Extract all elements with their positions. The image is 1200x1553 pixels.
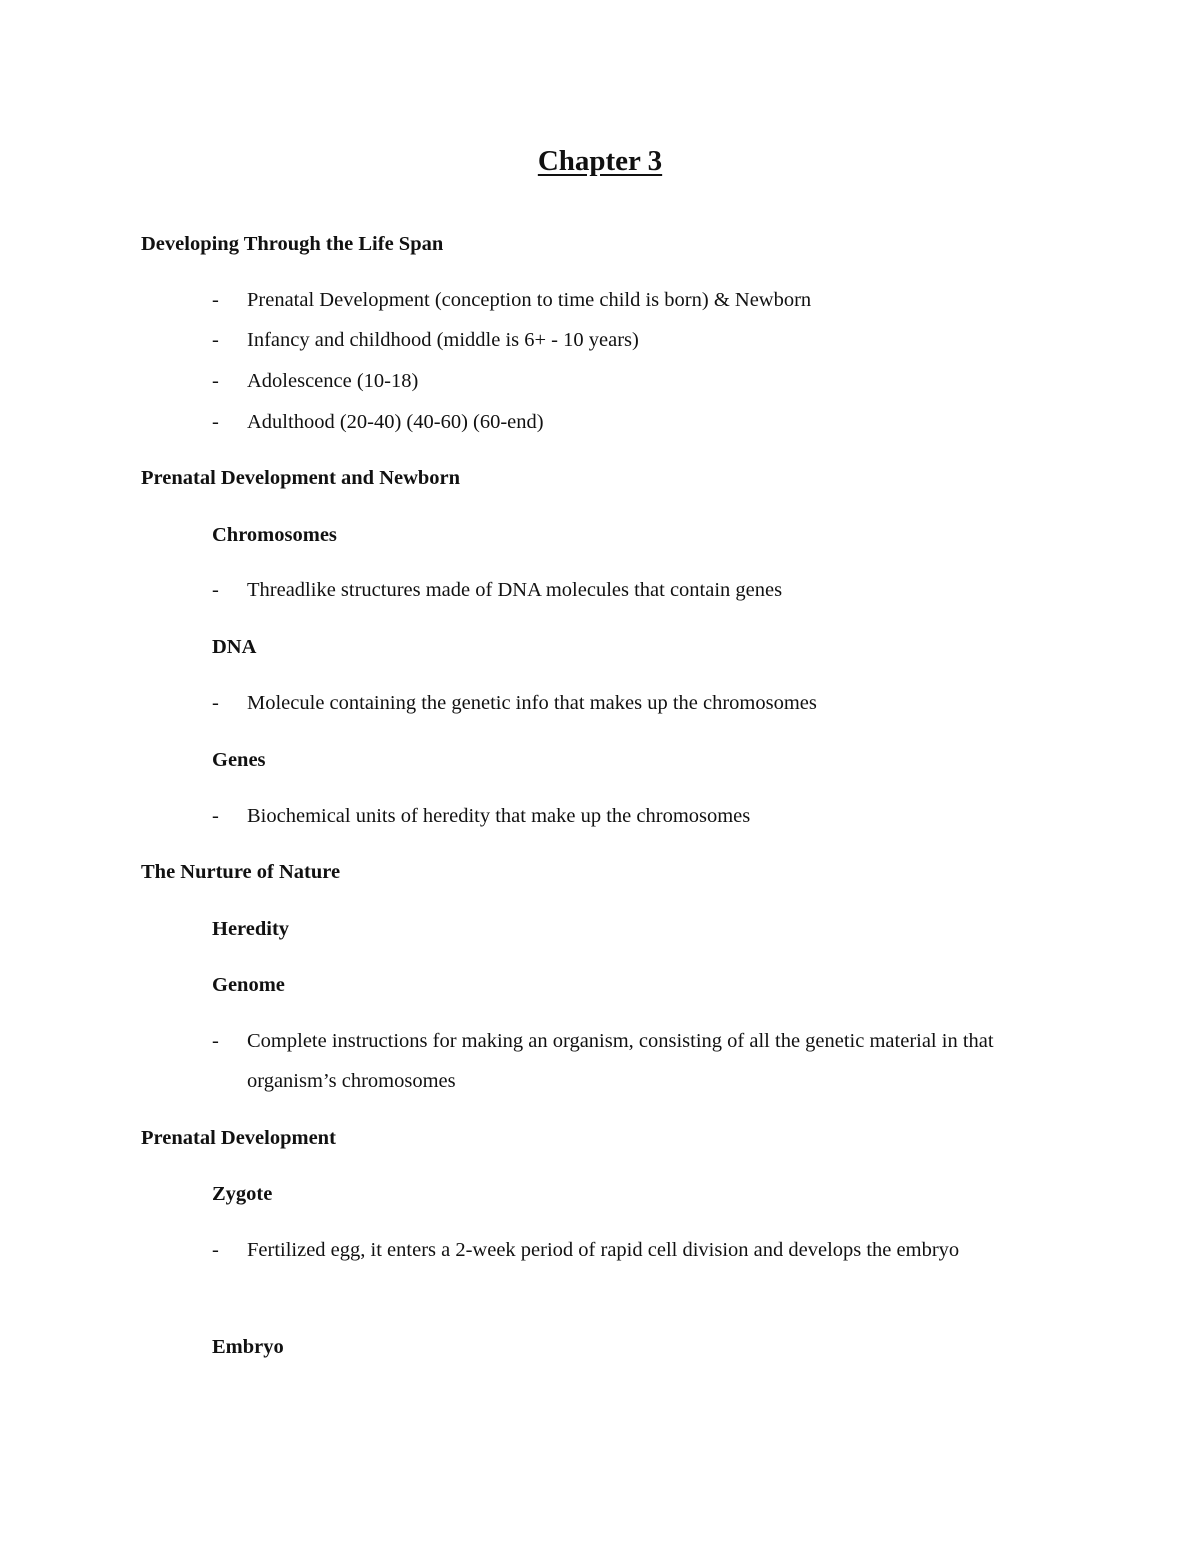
bullet-dash: -	[212, 1030, 219, 1052]
subheading-genes: Genes	[212, 749, 266, 771]
list-item-text: Complete instructions for making an organism, consisting of all the genetic material in that organism’s chromosomes	[247, 1030, 994, 1092]
bullet-dash: -	[212, 579, 219, 601]
list-item-text: Adulthood (20-40) (40-60) (60-end)	[247, 411, 544, 433]
bullet-dash: -	[212, 370, 219, 392]
subheading-dna: DNA	[212, 636, 257, 658]
subheading-zygote: Zygote	[212, 1183, 273, 1205]
list-item	[212, 320, 1052, 360]
list-item	[212, 402, 1052, 442]
list-item-text: Biochemical units of heredity that make up the chromosomes	[247, 805, 751, 827]
subheading-genome: Genome	[212, 974, 285, 996]
list-item	[212, 796, 1052, 836]
bullet-dash: -	[212, 692, 219, 714]
bullet-dash: -	[212, 289, 219, 311]
list-item	[212, 683, 1052, 723]
list-item	[212, 1230, 1052, 1270]
list-item-text: Adolescence (10-18)	[247, 370, 419, 392]
list-item-text: Infancy and childhood (middle is 6+ - 10 years)	[247, 329, 639, 351]
subheading-embryo: Embryo	[212, 1336, 284, 1358]
page-title: Chapter 3	[537, 145, 663, 177]
list-item	[212, 361, 1052, 401]
list-item	[212, 280, 1052, 320]
list-item-text: Fertilized egg, it enters a 2-week period of rapid cell division and develops the embryo	[247, 1239, 960, 1261]
bullet-dash: -	[212, 329, 219, 351]
section-heading-life-span: Developing Through the Life Span	[141, 233, 444, 255]
section-heading-prenatal-newborn: Prenatal Development and Newborn	[141, 467, 461, 489]
section-heading-prenatal: Prenatal Development	[141, 1127, 336, 1149]
subheading-chromosomes: Chromosomes	[212, 524, 337, 546]
list-item	[212, 570, 1052, 610]
list-item-text: Molecule containing the genetic info that makes up the chromosomes	[247, 692, 817, 714]
bullet-dash: -	[212, 805, 219, 827]
list-item	[212, 1021, 1052, 1101]
list-item-text: Prenatal Development (conception to time child is born) & Newborn	[247, 289, 812, 311]
bullet-dash: -	[212, 1239, 219, 1261]
bullet-dash: -	[212, 411, 219, 433]
list-item-text: Threadlike structures made of DNA molecules that contain genes	[247, 579, 783, 601]
section-heading-nurture: The Nurture of Nature	[141, 861, 341, 883]
subheading-heredity: Heredity	[212, 918, 290, 940]
